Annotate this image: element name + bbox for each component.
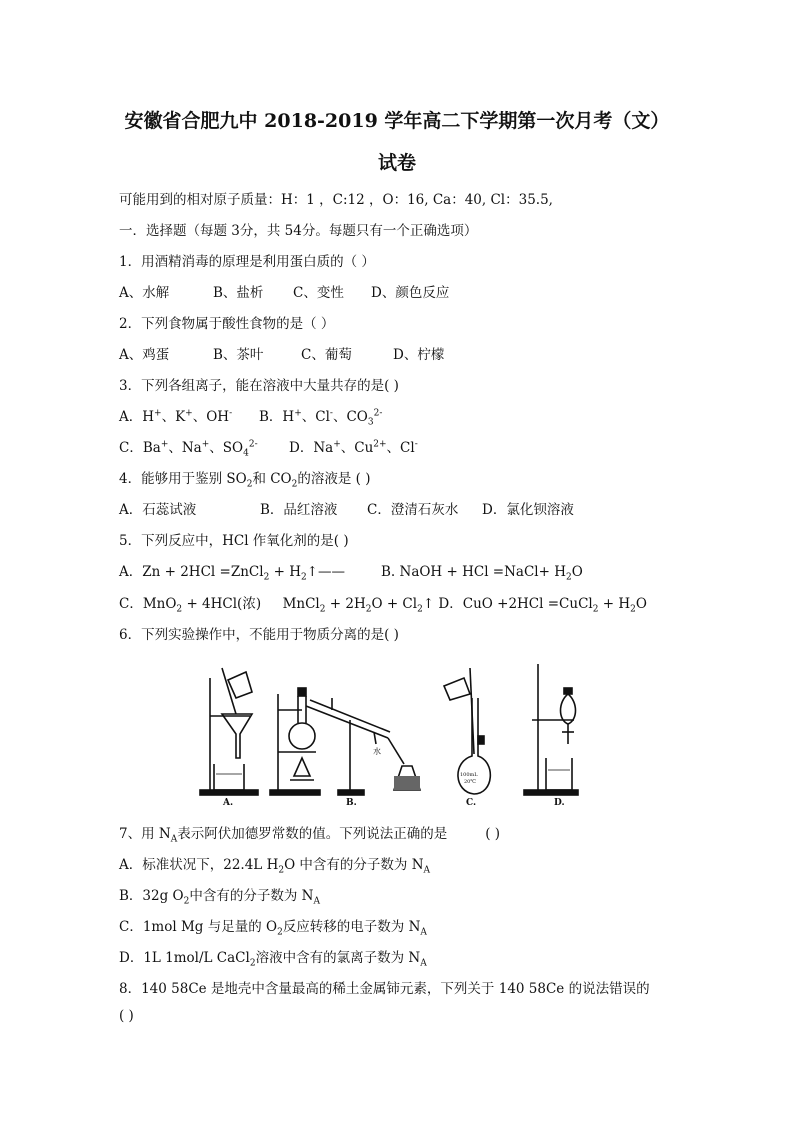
- q1-option-a: A、水解: [119, 285, 170, 301]
- q8-stem: 8．140 58Ce 是地壳中含量最高的稀土金属铈元素，下列关于 140 58Ce 的说法错误的: [119, 981, 650, 997]
- q8-stem-cont: ( ): [119, 1008, 134, 1024]
- q3-option-d: D．Na+、$Cu^{2+}$、Cl-: [289, 439, 418, 456]
- label-a: A.: [223, 798, 234, 808]
- q1-stem: 1．用酒精消毒的原理是利用蛋白质的（ ）: [119, 254, 375, 270]
- q4-option-b: B．品红溶液: [260, 502, 338, 518]
- q1-options: [119, 281, 449, 301]
- q4-option-a: A．石蕊试液: [119, 502, 197, 518]
- q5-options-cd: [119, 592, 647, 615]
- q2-option-c: C、葡萄: [301, 347, 352, 363]
- q4-options: [119, 498, 574, 518]
- label-b: B.: [346, 798, 357, 808]
- q4-option-d: D．氯化钡溶液: [482, 502, 574, 518]
- q7-option-a: A．标准状况下，22.4L $H_2O$ 中含有的分子数为 $N_A$: [119, 857, 431, 876]
- q2-option-d: D、柠檬: [393, 347, 445, 363]
- page-subtitle: 试卷: [377, 152, 416, 174]
- q6-stem: 6．下列实验操作中，不能用于物质分离的是( ): [119, 627, 399, 643]
- flask-volume-label: 100mL: [460, 772, 478, 778]
- q5-option-c: C．MnO$_2$ + 4HCl(浓) MnCl$_2$ + $2H_2O$ + $Cl_2↑$: [119, 596, 435, 615]
- q5-option-d: D．CuO +2HCl =CuCl$_2$ + $H_2O$: [438, 596, 647, 615]
- apparatus-figure: [198, 658, 598, 808]
- page-title: 安徽省合肥九中 2018-2019 学年高二下学期第一次月考（文）: [124, 110, 670, 132]
- label-c: C.: [466, 798, 477, 808]
- q3-options-cd: [119, 436, 418, 459]
- q4-option-c: C．澄清石灰水: [367, 502, 459, 518]
- water-label: 水: [373, 747, 381, 756]
- q7-option-d: D．1L 1mol/L CaCl$_2$溶液中含有的氯离子数为 $N_A$: [119, 950, 427, 969]
- q3-option-a: A．H+、K+、OH-: [119, 408, 233, 425]
- q3-option-c: C．Ba+、Na+、$SO_4^{2-}$: [119, 439, 258, 459]
- atomic-mass-line: 可能用到的相对原子质量：H：1 ，C:12 ，O：16, Ca：40, Cl：35.5,: [119, 192, 553, 208]
- q2-options: [119, 343, 444, 363]
- q3-option-b: B．H+、Cl-、$CO_3^{2-}$: [259, 408, 383, 428]
- q2-option-b: B、茶叶: [213, 347, 264, 363]
- q2-stem: 2．下列食物属于酸性食物的是（ ）: [119, 316, 335, 332]
- q1-option-d: D、颜色反应: [371, 285, 450, 301]
- q7-stem: 7、用 $N_A$表示阿伏加德罗常数的值。下列说法正确的是 ( ): [119, 826, 501, 845]
- separatory-funnel-apparatus: [524, 664, 578, 808]
- q2-option-a: A、鸡蛋: [119, 347, 170, 363]
- q7-option-b: B．32g $O_2$中含有的分子数为 $N_A$: [119, 888, 320, 907]
- filtration-apparatus: [200, 668, 258, 808]
- q5-options-ab: [119, 560, 583, 583]
- q1-option-c: C、变性: [293, 285, 344, 301]
- q5-option-b: B. NaOH + HCl =NaCl+ $H_2O$: [381, 564, 583, 583]
- q1-option-b: B、盐析: [213, 285, 264, 301]
- label-d: D.: [554, 798, 565, 808]
- q3-options-ab: [119, 405, 382, 428]
- q7-option-c: C．1mol Mg 与足量的 $O_2$反应转移的电子数为 $N_A$: [119, 919, 427, 938]
- distillation-apparatus: [270, 688, 420, 808]
- section-heading: 一．选择题（每题 3分，共 54分。每题只有一个正确选项）: [119, 223, 478, 239]
- q5-option-a: A．Zn + 2HCl =ZnCl$_2$ + $H_2↑——$: [119, 564, 346, 583]
- q5-stem: 5．下列反应中，HCl 作氧化剂的是( ): [119, 533, 349, 549]
- q3-stem: 3．下列各组离子，能在溶液中大量共存的是( ): [119, 378, 399, 394]
- volumetric-flask-apparatus: [444, 668, 490, 808]
- q4-stem: 4．能够用于鉴别 $SO_2$和 $CO_2$的溶液是 ( ): [119, 471, 371, 490]
- flask-temp-label: 20℃: [464, 779, 476, 785]
